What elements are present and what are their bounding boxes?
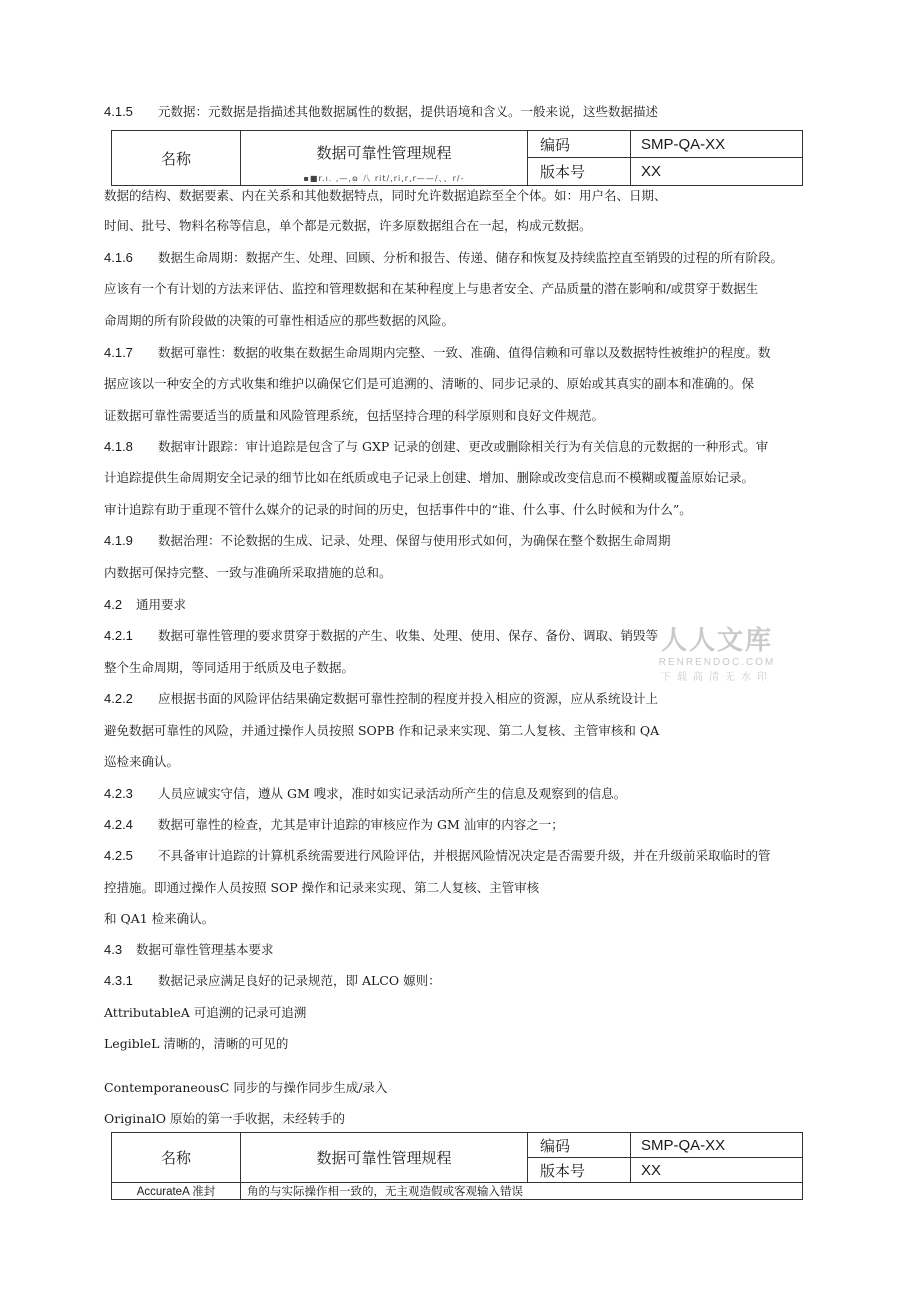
code-label: 编码 <box>528 1133 631 1158</box>
text-line <box>104 376 754 392</box>
text-line <box>104 218 592 234</box>
clause-number: 4.1.7 <box>104 345 133 360</box>
text-line <box>104 533 671 549</box>
clause-number: 4.2.2 <box>104 691 133 706</box>
clause-number: 4.1.6 <box>104 250 133 265</box>
text-line <box>104 628 658 644</box>
section-heading <box>104 597 186 613</box>
clause-number: 4.1.5 <box>104 104 133 119</box>
text-line <box>104 502 692 518</box>
document-header-table <box>111 130 803 186</box>
version-value: XX <box>631 158 803 186</box>
text-line <box>104 281 758 297</box>
clause-text: OriginalO 原始的第一手收据，未经转手的 <box>104 1111 345 1126</box>
text-line <box>104 408 604 424</box>
watermark-logo: 人人文库 <box>660 626 773 656</box>
text-line <box>104 188 667 204</box>
alcoa-row-label: AccurateA 准封 <box>112 1183 241 1200</box>
section-heading <box>104 942 274 958</box>
clause-text: 时间、批号、物料名称等信息，单个都是元数据，许多原数据组合在一起，构成元数据。 <box>104 218 592 233</box>
clause-text: 证数据可靠性需要适当的质量和风险管理系统，包括坚持合理的科学原则和良好文件规范。 <box>104 408 605 423</box>
text-line <box>104 973 441 989</box>
clause-number: 4.1.9 <box>104 533 133 548</box>
code-value: SMP-QA-XX <box>631 1133 803 1158</box>
section-number: 4.2 <box>104 597 123 612</box>
text-line <box>104 565 392 581</box>
watermark-tagline: 下载高清无水印 <box>661 672 773 683</box>
clause-text: 据应该以一种安全的方式收集和维护以确保它们是可追溯的、清晰的、同步记录的、原始或其真实的副本和准确的。保 <box>104 376 755 391</box>
clause-text: 和 QA1 检来确认。 <box>104 911 215 926</box>
alcoa-item <box>104 1080 388 1096</box>
version-label: 版本号 <box>528 158 631 186</box>
text-line <box>104 880 539 896</box>
clause-text: 人员应诚实守信，遵从 GM 嗖求，准时如实记录活动所产生的信息及观察到的信息。 <box>157 786 627 801</box>
text-line <box>104 786 626 802</box>
clause-text: 应根据书面的风险评估结果确定数据可靠性控制的程度并投入相应的资源，应从系统设计上 <box>157 691 658 706</box>
version-value: XX <box>631 1158 803 1183</box>
text-line <box>104 104 658 120</box>
alcoa-item <box>104 1005 306 1021</box>
clause-text: 不具备审计追踪的计算机系统需要进行风险评估，并根据风险情况决定是否需要升级，并在升级前采取临时的管 <box>157 848 771 863</box>
document-title: 数据可靠性管理规程 <box>241 1133 528 1183</box>
alcoa-row-text: 角的与实际操作相一致的，无主观造假或客观输入错误 <box>241 1183 803 1200</box>
clause-text: 控措施。即通过操作人员按照 SOP 操作和记录来实现、第二人复核、主管审核 <box>104 880 540 895</box>
clause-text: 计追踪提供生命周期安全记录的细节比如在纸质或电子记录上创建、增加、删除或改变信息而不模糊或覆盖原始记录。 <box>104 470 755 485</box>
text-line <box>104 439 768 455</box>
text-line <box>104 817 564 833</box>
text-line <box>104 250 783 266</box>
clause-text: 数据治理：不论数据的生成、记录、处理、保留与使用形式如何，为确保在整个数据生命周期 <box>157 533 671 548</box>
clause-text: 巡检来确认。 <box>104 754 180 769</box>
clause-text: 内数据可保持完整、一致与准确所采取措施的总和。 <box>104 565 392 580</box>
clause-text: 应该有一个有计划的方法来评估、监控和管理数据和在某种程度上与患者安全、产品质量的潜在影响和/或贯穿于数据生 <box>104 281 759 296</box>
clause-text: 数据可靠性：数据的收集在数据生命周期内完整、一致、准确、值得信赖和可靠以及数据特性被维护的程度。数 <box>157 345 771 360</box>
clause-number: 4.2.3 <box>104 786 133 801</box>
text-line <box>104 723 659 739</box>
code-value: SMP-QA-XX <box>631 131 803 158</box>
name-label: 名称 <box>112 1133 241 1183</box>
document-title: 数据可靠性管理规程 <box>316 143 452 162</box>
watermark <box>652 620 782 683</box>
clause-text: 避免数据可靠性的风险，并通过操作人员按照 SOPB 作和记录来实现、第二人复核、主管审核和 QA <box>104 723 660 738</box>
clause-text: 命周期的所有阶段做的决策的可靠性相适应的那些数据的风险。 <box>104 313 455 328</box>
alcoa-item <box>104 1036 288 1052</box>
clause-text: 数据审计跟踪：审计追踪是包含了与 GXP 记录的创建、更改或删除相关行为有关信息的元数据的一种形式。审 <box>157 439 769 454</box>
section-number: 4.3 <box>104 942 123 957</box>
text-line <box>104 911 214 927</box>
clause-number: 4.3.1 <box>104 973 133 988</box>
clause-number: 4.2.1 <box>104 628 133 643</box>
garbled-text: ▪■r.ı. ,—,ɷ 八 rit/,ri,r,r——/、、r/- <box>303 174 465 183</box>
text-line <box>104 848 771 864</box>
name-label: 名称 <box>112 131 241 186</box>
code-label: 编码 <box>528 131 631 158</box>
text-line <box>104 345 771 361</box>
section-title: 数据可靠性管理基本要求 <box>135 942 274 957</box>
text-line <box>104 470 754 486</box>
clause-text: 审计追踪有助于重现不管什么媒介的记录的时间的历史，包括事件中的“谁、什么事、什么时候和为什么”。 <box>104 502 692 517</box>
clause-text: 元数据：元数据是指描述其他数据属性的数据，提供语境和含义。一般来说，这些数据描述 <box>157 104 658 119</box>
document-header-table <box>111 1132 803 1200</box>
clause-number: 4.2.5 <box>104 848 133 863</box>
clause-text: 数据的结构、数据要素、内在关系和其他数据特点，同时允许数据追踪至全个体。如：用户名、日期、 <box>104 188 667 203</box>
section-title: 通用要求 <box>135 597 186 612</box>
clause-text: 数据可靠性管理的要求贯穿于数据的产生、收集、处理、使用、保存、备份、调取、销毁等 <box>157 628 658 643</box>
clause-text: ContemporaneousC 同步的与操作同步生成/录入 <box>104 1080 388 1095</box>
clause-number: 4.2.4 <box>104 817 133 832</box>
clause-number: 4.1.8 <box>104 439 133 454</box>
watermark-site: RENRENDOC.COM <box>658 657 776 668</box>
document-title-cell <box>241 131 528 186</box>
clause-text: LegibleL 清晰的，清晰的可见的 <box>104 1036 289 1051</box>
version-label: 版本号 <box>528 1158 631 1183</box>
clause-text: 数据记录应满足良好的记录规范，即 ALCO 嫄则： <box>157 973 441 988</box>
clause-text: AttributableA 可追溯的记录可追溯 <box>104 1005 307 1020</box>
clause-text: 数据生命周期：数据产生、处理、回顾、分析和报告、传递、储存和恢复及持续监控直至销毁的过程的所有阶段。 <box>157 250 783 265</box>
clause-text: 数据可靠性的检查，尤其是审计追踪的审核应作为 GM 汕审的内容之一； <box>157 817 564 832</box>
text-line <box>104 754 179 770</box>
clause-text: 整个生命周期，等同适用于纸质及电子数据。 <box>104 660 355 675</box>
alcoa-item <box>104 1111 345 1127</box>
text-line <box>104 691 658 707</box>
text-line <box>104 660 354 676</box>
text-line <box>104 313 454 329</box>
